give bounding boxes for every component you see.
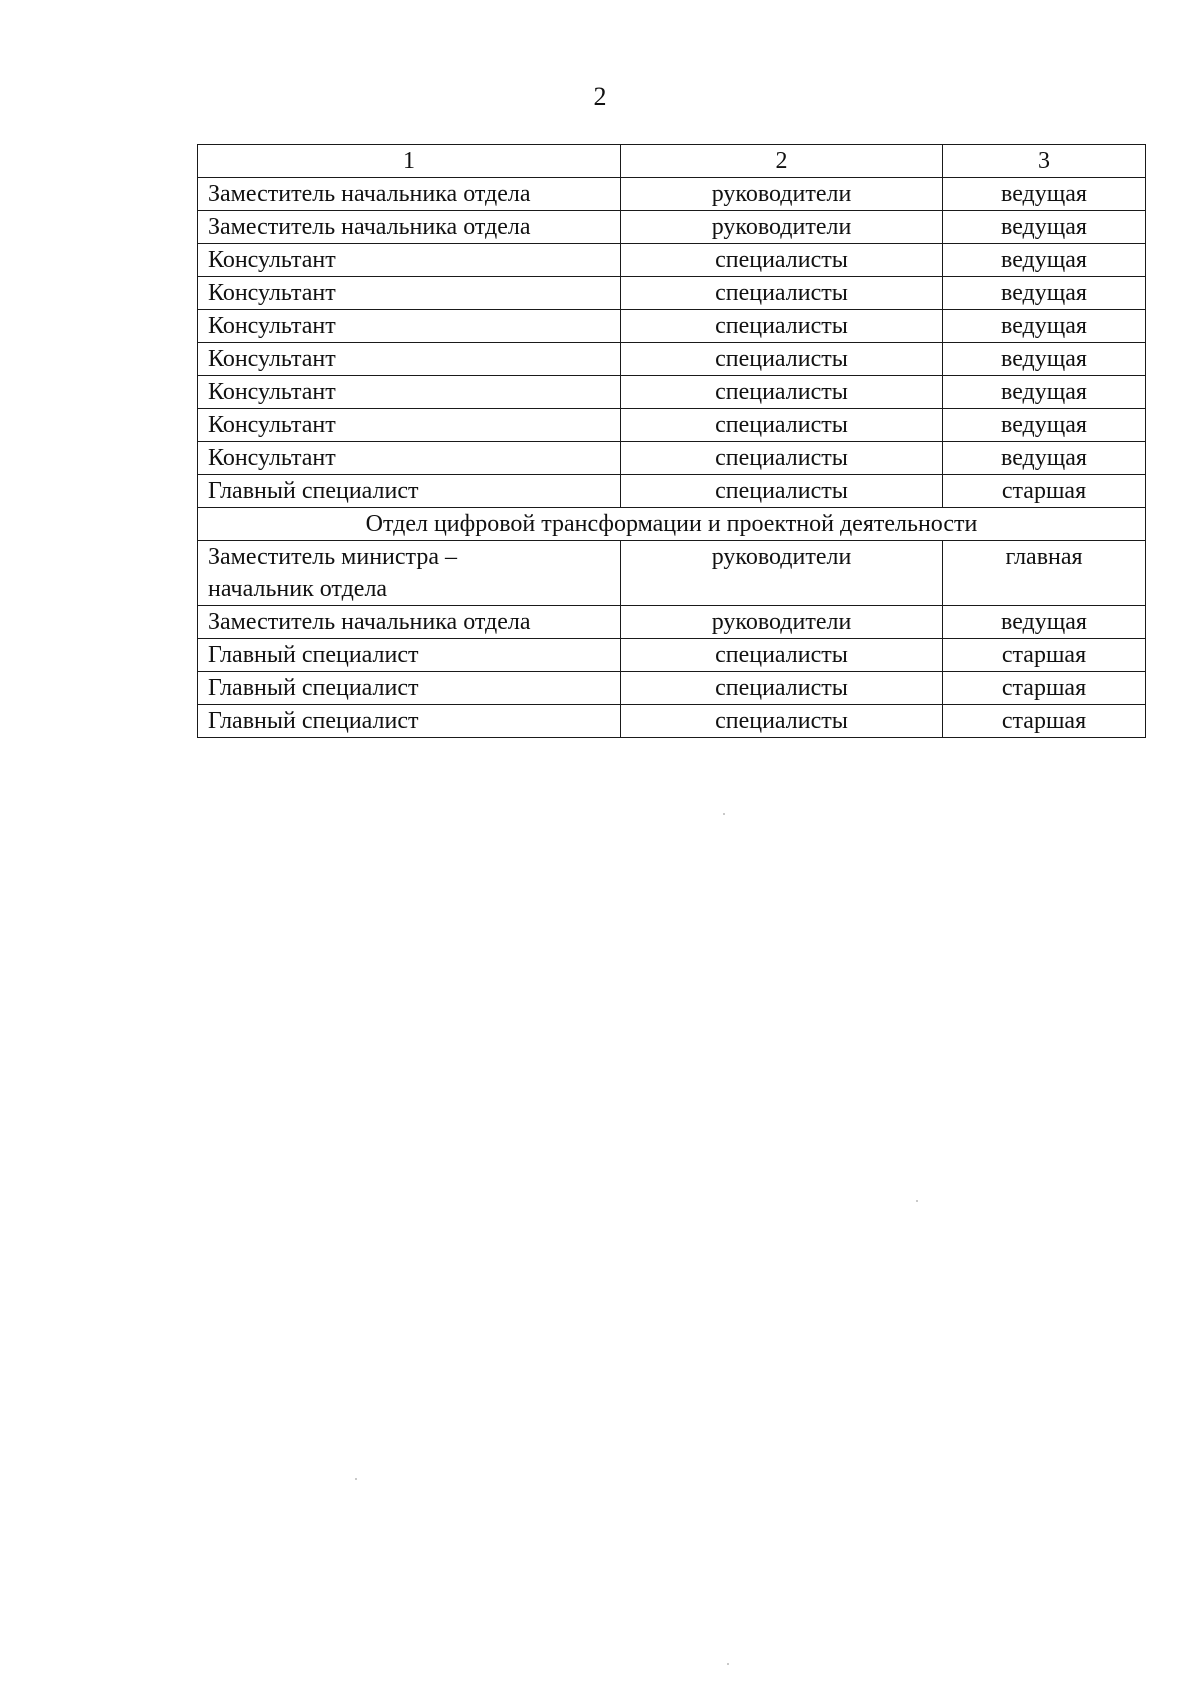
category-cell: специалисты (621, 705, 943, 738)
category-cell: руководители (621, 178, 943, 211)
group-cell: ведущая (943, 442, 1146, 475)
group-cell: старшая (943, 705, 1146, 738)
page-number: 2 (593, 82, 607, 111)
group-cell: ведущая (943, 244, 1146, 277)
category-cell: специалисты (621, 376, 943, 409)
table-row (198, 343, 1146, 376)
group-cell: старшая (943, 475, 1146, 508)
category-cell: руководители (621, 541, 943, 606)
position-cell: Консультант (198, 343, 621, 376)
group-cell: ведущая (943, 376, 1146, 409)
table-row (198, 606, 1146, 639)
table-row (198, 244, 1146, 277)
position-cell: Заместитель начальника отдела (198, 178, 621, 211)
table-row (198, 178, 1146, 211)
table-row (198, 277, 1146, 310)
group-cell: ведущая (943, 606, 1146, 639)
category-cell: специалисты (621, 639, 943, 672)
category-cell: специалисты (621, 672, 943, 705)
position-cell: Главный специалист (198, 475, 621, 508)
position-cell: Главный специалист (198, 672, 621, 705)
category-cell: специалисты (621, 409, 943, 442)
position-cell: Консультант (198, 409, 621, 442)
group-cell: ведущая (943, 277, 1146, 310)
group-cell: ведущая (943, 409, 1146, 442)
category-cell: специалисты (621, 343, 943, 376)
category-cell: руководители (621, 606, 943, 639)
position-cell: Консультант (198, 244, 621, 277)
column-header-3: 3 (943, 145, 1146, 178)
table-row (198, 541, 1146, 606)
section-title: Отдел цифровой трансформации и проектной деятельности (198, 508, 1146, 541)
position-cell: Заместитель начальника отдела (198, 606, 621, 639)
scan-speck (727, 1663, 729, 1665)
group-cell: старшая (943, 672, 1146, 705)
group-cell: ведущая (943, 178, 1146, 211)
table-row (198, 475, 1146, 508)
position-cell: Консультант (198, 310, 621, 343)
section-row (198, 508, 1146, 541)
position-cell (198, 541, 621, 606)
group-cell: главная (943, 541, 1146, 606)
position-cell: Консультант (198, 442, 621, 475)
category-cell: руководители (621, 211, 943, 244)
category-cell: специалисты (621, 475, 943, 508)
position-cell: Главный специалист (198, 639, 621, 672)
column-header-1: 1 (198, 145, 621, 178)
position-line-2: начальник отдела (208, 576, 388, 602)
table-row (198, 376, 1146, 409)
category-cell: специалисты (621, 310, 943, 343)
table-row (198, 705, 1146, 738)
position-cell: Консультант (198, 376, 621, 409)
group-cell: ведущая (943, 211, 1146, 244)
position-line-1: Заместитель министра – (208, 544, 457, 570)
position-cell: Главный специалист (198, 705, 621, 738)
staff-positions-table (197, 144, 1146, 738)
category-cell: специалисты (621, 442, 943, 475)
position-cell: Консультант (198, 277, 621, 310)
scan-speck (916, 1200, 918, 1202)
table-row (198, 672, 1146, 705)
position-cell: Заместитель начальника отдела (198, 211, 621, 244)
group-cell: ведущая (943, 343, 1146, 376)
group-cell: старшая (943, 639, 1146, 672)
table-row (198, 409, 1146, 442)
table-row (198, 310, 1146, 343)
category-cell: специалисты (621, 244, 943, 277)
table-row (198, 639, 1146, 672)
scan-speck (723, 813, 725, 815)
category-cell: специалисты (621, 277, 943, 310)
table-header-row (198, 145, 1146, 178)
scan-speck (355, 1478, 357, 1480)
group-cell: ведущая (943, 310, 1146, 343)
table-row (198, 442, 1146, 475)
column-header-2: 2 (621, 145, 943, 178)
table-row (198, 211, 1146, 244)
